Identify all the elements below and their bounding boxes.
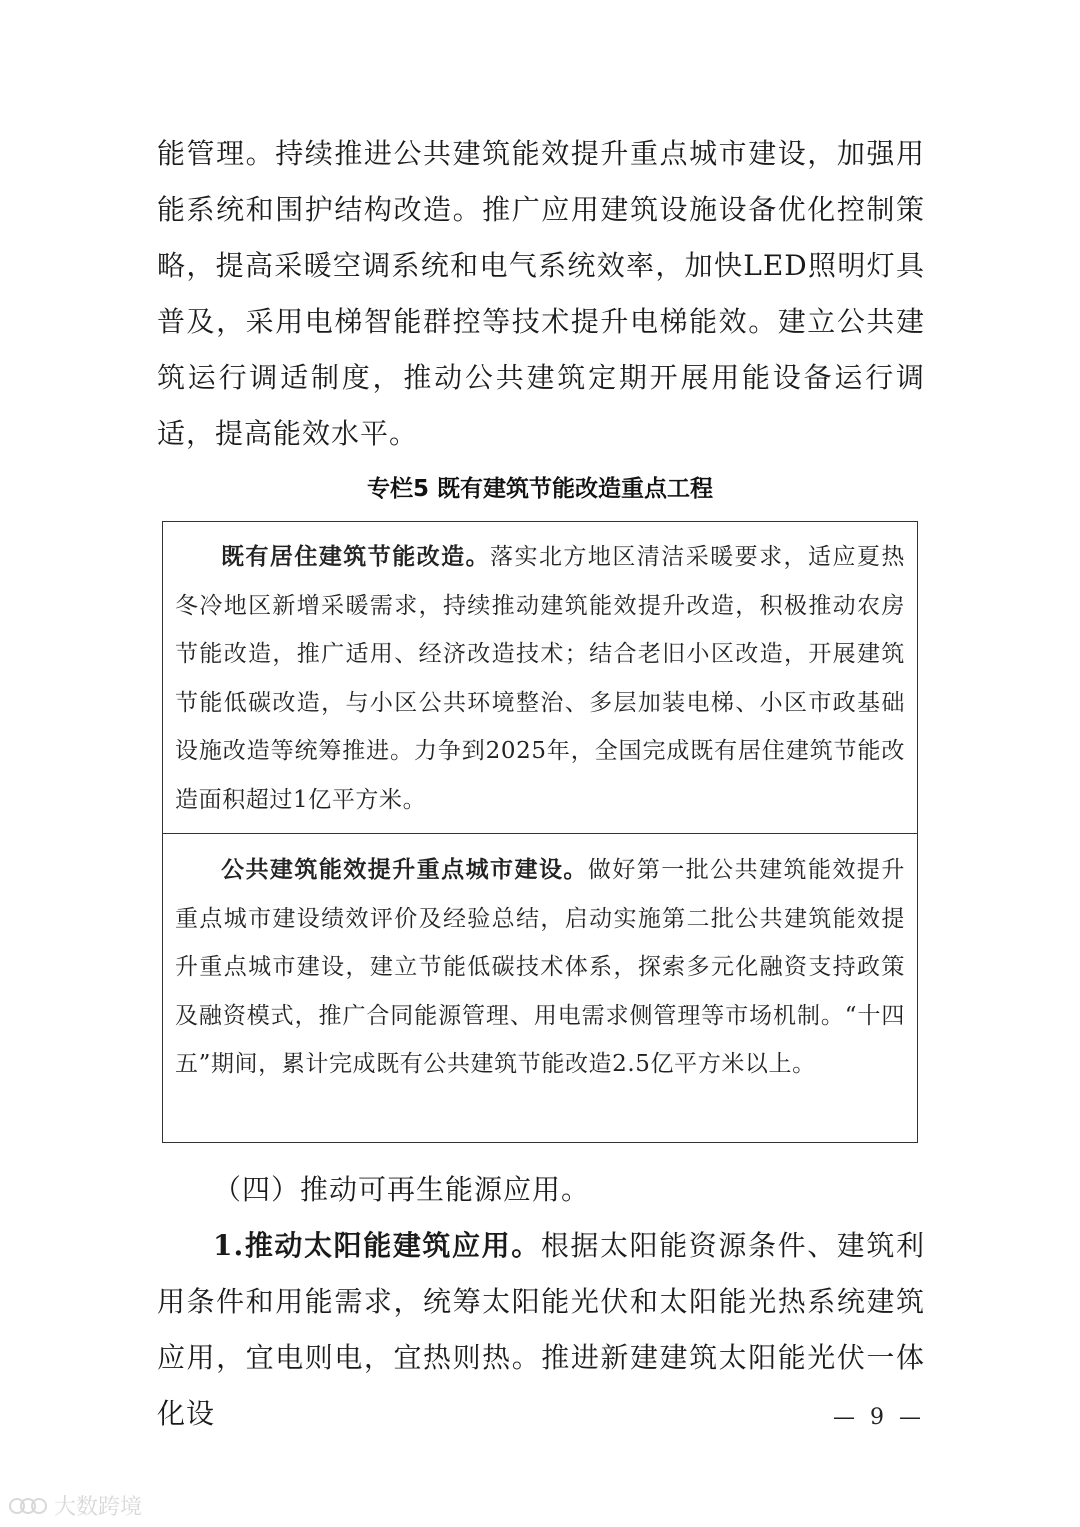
box-item-residential xyxy=(163,533,917,825)
box-item-lead: 既有居住建筑节能改造。 xyxy=(221,543,491,570)
page-number: — 9 — xyxy=(833,1405,925,1430)
watermark-text: 大数跨境 xyxy=(54,1495,143,1520)
subsection-paragraph xyxy=(157,1218,925,1442)
feature-box xyxy=(162,521,918,1143)
subsection-text: 根据太阳能资源条件、建筑利用条件和用能需求，统筹太阳能光伏和太阳能光热系统建筑应用，宜电则电，宜热则热。推进新建建筑太阳能光伏一体化设 xyxy=(157,1229,925,1430)
box-item-lead: 公共建筑能效提升重点城市建设。 xyxy=(221,856,588,883)
section-heading: （四）推动可再生能源应用。 xyxy=(213,1173,591,1206)
box-title: 专栏5 既有建筑节能改造重点工程 xyxy=(366,476,713,502)
intro-section xyxy=(157,126,925,462)
subsection-lead: 1.推动太阳能建筑应用。 xyxy=(213,1229,541,1262)
box-divider xyxy=(163,833,917,834)
brand-logo-icon xyxy=(8,1494,48,1518)
watermark xyxy=(8,1490,142,1521)
intro-paragraph: 能管理。持续推进公共建筑能效提升重点城市建设，加强用能系统和围护结构改造。推广应用建筑设施设备优化控制策略，提高采暖空调系统和电气系统效率，加快LED照明灯具普及，采用电梯智能群控等技术提升电梯能效。建立公共建筑运行调适制度，推动公共建筑定期开展用能设备运行调适，提高能效水平。 xyxy=(157,137,925,450)
box-item-public xyxy=(163,846,917,1089)
box-item-text: 落实北方地区清洁采暖要求，适应夏热冬冷地区新增采暖需求，持续推动建筑能效提升改造，积极推动农房节能改造，推广适用、经济改造技术；结合老旧小区改造，开展建筑节能低碳改造，与小区公共环境整治、多层加装电梯、小区市政基础设施改造等统筹推进。力争到2025年，全国完成既有居住建筑节能改造面积超过1亿平方米。 xyxy=(175,544,905,813)
renewable-section xyxy=(157,1162,925,1442)
box-item-text: 做好第一批公共建筑能效提升重点城市建设绩效评价及经验总结，启动实施第二批公共建筑能效提升重点城市建设，建立节能低碳技术体系，探索多元化融资支持政策及融资模式，推广合同能源管理、用电需求侧管理等市场机制。“十四五”期间，累计完成既有公共建筑节能改造2.5亿平方米以上。 xyxy=(175,857,905,1078)
